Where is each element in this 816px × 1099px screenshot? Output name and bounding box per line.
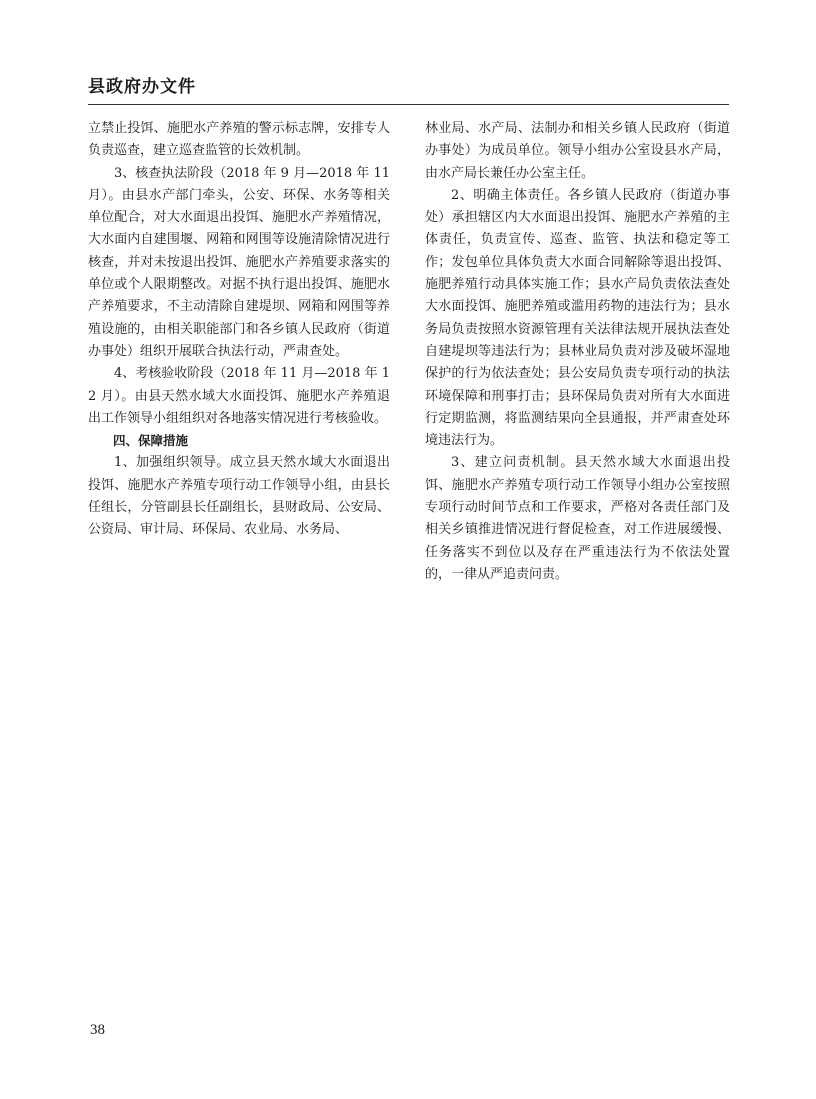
section-heading-safeguards: 四、保障措施 [113,433,189,449]
header-rule [88,104,729,105]
paragraph-continued: 立禁止投饵、施肥水产养殖的警示标志牌，安排专人负责巡查，建立巡查监管的长效机制。 [88,121,390,159]
paragraph-continued: 林业局、水产局、法制办和相关乡镇人民政府（街道办事处）为成员单位。领导小组办公室设县水产局，由水产局长兼任办公室主任。 [425,121,730,181]
left-column [88,118,390,542]
page-number: 38 [90,1022,105,1038]
paragraph-stage-4: 4、考核验收阶段（2018 年 11 月—2018 年 12 月）。由县天然水域大水面投饵、施肥水产养殖退出工作领导小组组织对各地落实情况进行考核验收。 [88,366,390,426]
paragraph-accountability: 3、建立问责机制。县天然水域大水面退出投饵、施肥水产养殖专项行动工作领导小组办公室按照专项行动时间节点和工作要求，严格对各责任部门及相关乡镇推进情况进行督促检查，对工作进展缓慢、任务落实不到位以及存在严重违法行为不依法处置的，一律从严追责问责。 [425,455,730,582]
running-header [88,76,729,104]
right-column [425,118,730,586]
header-title: 县政府办文件 [88,77,196,97]
paragraph-stage-3: 3、核查执法阶段（2018 年 9 月—2018 年 11 月）。由县水产部门牵头，公安、环保、水务等相关单位配合，对大水面退出投饵、施肥水产养殖情况，大水面内自建围堰、网箱和网围等设施清除情况进行核查，并对未按退出投饵、施肥水产养殖要求落实的单位或个人限期整改。对据不执行退出投饵、施肥水产养殖要求，不主动清除自建堤坝、网箱和网围等养殖设施的，由相关职能部门和各乡镇人民政府（街道办事处）组织开展联合执法行动，严肃查处。 [88,165,390,359]
paragraph-organization: 1、加强组织领导。成立县天然水域大水面退出投饵、施肥水产养殖专项行动工作领导小组，由县长任组长，分管副县长任副组长，县财政局、公安局、公资局、审计局、环保局、农业局、水务局、 [88,455,390,538]
paragraph-responsibility: 2、明确主体责任。各乡镇人民政府（街道办事处）承担辖区内大水面退出投饵、施肥水产养殖的主体责任，负责宣传、巡查、监管、执法和稳定等工作；发包单位具体负责大水面合同解除等退出投饵、施肥养殖行动具体实施工作；县水产局负责依法查处大水面投饵、施肥养殖或滥用药物的违法行为；县水务局负责按照水资源管理有关法律法规开展执法查处自建堤坝等违法行为；县林业局负责对涉及破坏湿地保护的行为依法查处；县公安局负责专项行动的执法环境保障和刑事打击；县环保局负责对所有大水面进行定期监测，将监测结果向全县通报，并严肃查处环境违法行为。 [425,187,730,449]
